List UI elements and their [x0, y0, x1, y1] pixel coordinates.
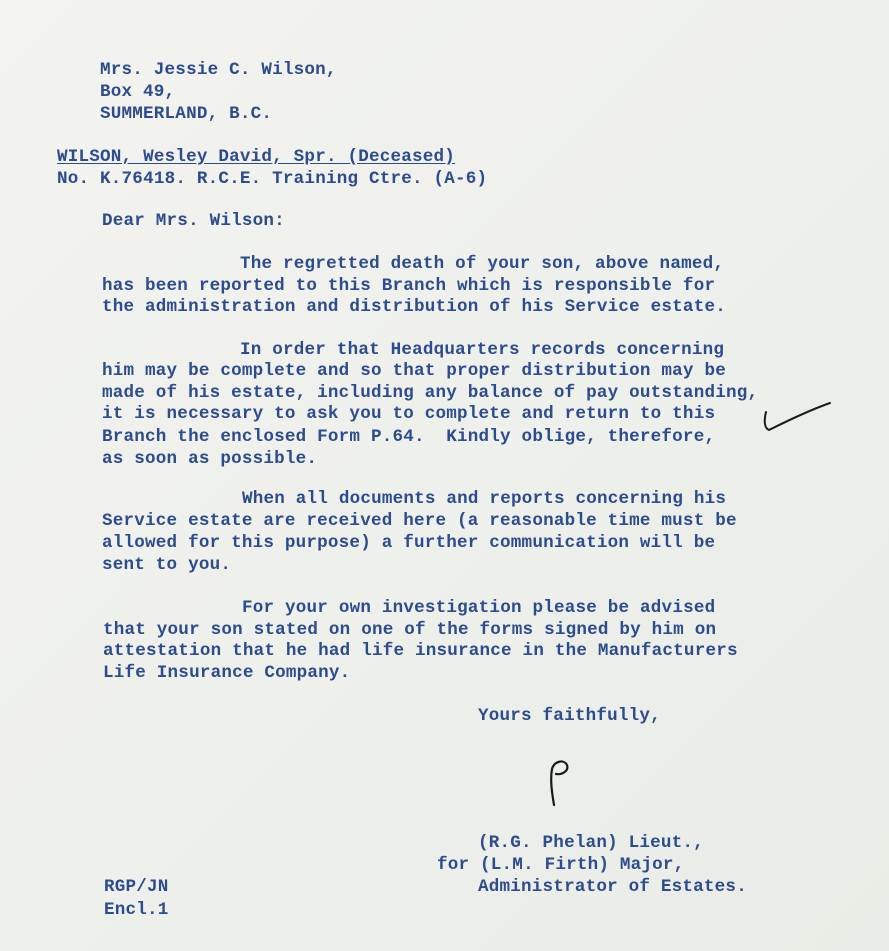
- paragraph-3-line: Service estate are received here (a reasonable time must be: [102, 511, 737, 531]
- signatory-line: for (L.M. Firth) Major,: [437, 855, 685, 875]
- paragraph-2-line: made of his estate, including any balance of pay outstanding,: [102, 383, 759, 403]
- paragraph-4-line: Life Insurance Company.: [103, 663, 351, 683]
- signatory-line: (R.G. Phelan) Lieut.,: [478, 833, 704, 853]
- recipient-box: Box 49,: [100, 82, 176, 102]
- recipient-name: Mrs. Jessie C. Wilson,: [100, 60, 337, 80]
- paragraph-3-line: When all documents and reports concerning his: [242, 489, 727, 509]
- paragraph-1-line: the administration and distribution of his Service estate.: [102, 297, 726, 317]
- paragraph-2-line: him may be complete and so that proper distribution may be: [102, 361, 726, 381]
- paragraph-1-line: has been reported to this Branch which is responsible for: [102, 276, 716, 296]
- closing: Yours faithfully,: [478, 706, 661, 726]
- paragraph-2-line: Branch the enclosed Form P.64. Kindly oblige, therefore,: [102, 427, 716, 447]
- handwritten-signature: [540, 755, 580, 810]
- paragraph-4-line: that your son stated on one of the forms signed by him on: [103, 620, 717, 640]
- paragraph-4-line: attestation that he had life insurance in the Manufacturers: [103, 641, 738, 661]
- signatory-line: Administrator of Estates.: [478, 877, 747, 897]
- paragraph-4-line: For your own investigation please be advised: [242, 598, 716, 618]
- paragraph-2-line: as soon as possible.: [102, 449, 318, 469]
- subject-line-2: No. K.76418. R.C.E. Training Ctre. (A-6): [57, 169, 488, 189]
- paragraph-1-line: The regretted death of your son, above named,: [240, 254, 725, 274]
- recipient-city: SUMMERLAND, B.C.: [100, 104, 273, 124]
- paragraph-2-line: it is necessary to ask you to complete and return to this: [102, 404, 716, 424]
- paragraph-3-line: allowed for this purpose) a further communication will be: [102, 533, 716, 553]
- paragraph-2-line: In order that Headquarters records concerning: [240, 340, 725, 360]
- reference-initials: RGP/JN: [104, 877, 169, 897]
- checkmark-icon: [760, 398, 835, 438]
- paragraph-3-line: sent to you.: [102, 555, 232, 575]
- subject-line-1: WILSON, Wesley David, Spr. (Deceased): [57, 147, 456, 167]
- enclosure-note: Encl.1: [104, 900, 169, 920]
- salutation: Dear Mrs. Wilson:: [102, 211, 285, 231]
